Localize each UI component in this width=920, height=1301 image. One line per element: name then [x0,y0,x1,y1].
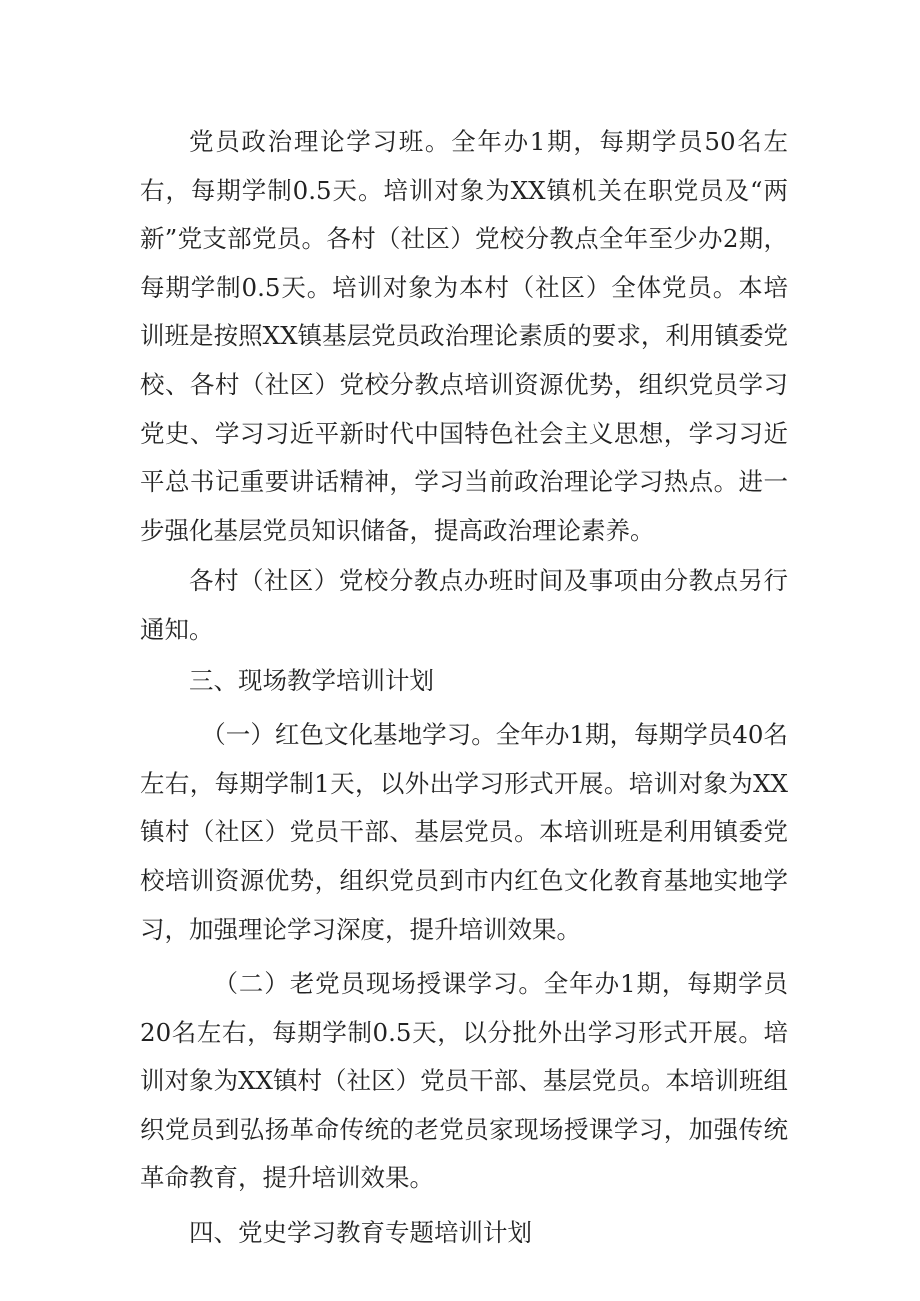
paragraph-veteran-member-lecture: （二）老党员现场授课学习。全年办1期，每期学员20名左右，每期学制0.5天，以分批外出学习形式开展。培训对象为XX镇村（社区）党员干部、基层党员。本培训班组织党员到弘扬革命传统的老党员家现场授课学习，加强传统革命教育，提升培训效果。 [140,969,788,1193]
paragraph-branch-class-notice: 各村（社区）党校分教点办班时间及事项由分教点另行通知。 [140,566,788,644]
section-heading-onsite-teaching: 三、现场教学培训计划 [189,665,434,695]
paragraph-red-culture-base: （一）红色文化基地学习。全年办1期，每期学员40名左右，每期学制1天，以外出学习形式开展。培训对象为XX镇村（社区）党员干部、基层党员。本培训班是利用镇委党校培训资源优势，组织党员到市内红色文化教育基地实地学习，加强理论学习深度，提升培训效果。 [140,720,788,944]
paragraph-political-theory-class: 党员政治理论学习班。全年办1期，每期学员50名左右，每期学制0.5天。培训对象为XX镇机关在职党员及“两新”党支部党员。各村（社区）党校分教点全年至少办2期，每期学制0.5天。培训对象为本村（社区）全体党员。本培训班是按照XX镇基层党员政治理论素质的要求，利用镇委党校、各村（社区）党校分教点培训资源优势，组织党员学习党史、学习习近平新时代中国特色社会主义思想，学习习近平总书记重要讲话精神，学习当前政治理论学习热点。进一步强化基层党员知识储备，提高政治理论素养。 [140,127,788,545]
section-heading-party-history-training: 四、党史学习教育专题培训计划 [189,1218,532,1248]
document-body [140,118,788,1258]
